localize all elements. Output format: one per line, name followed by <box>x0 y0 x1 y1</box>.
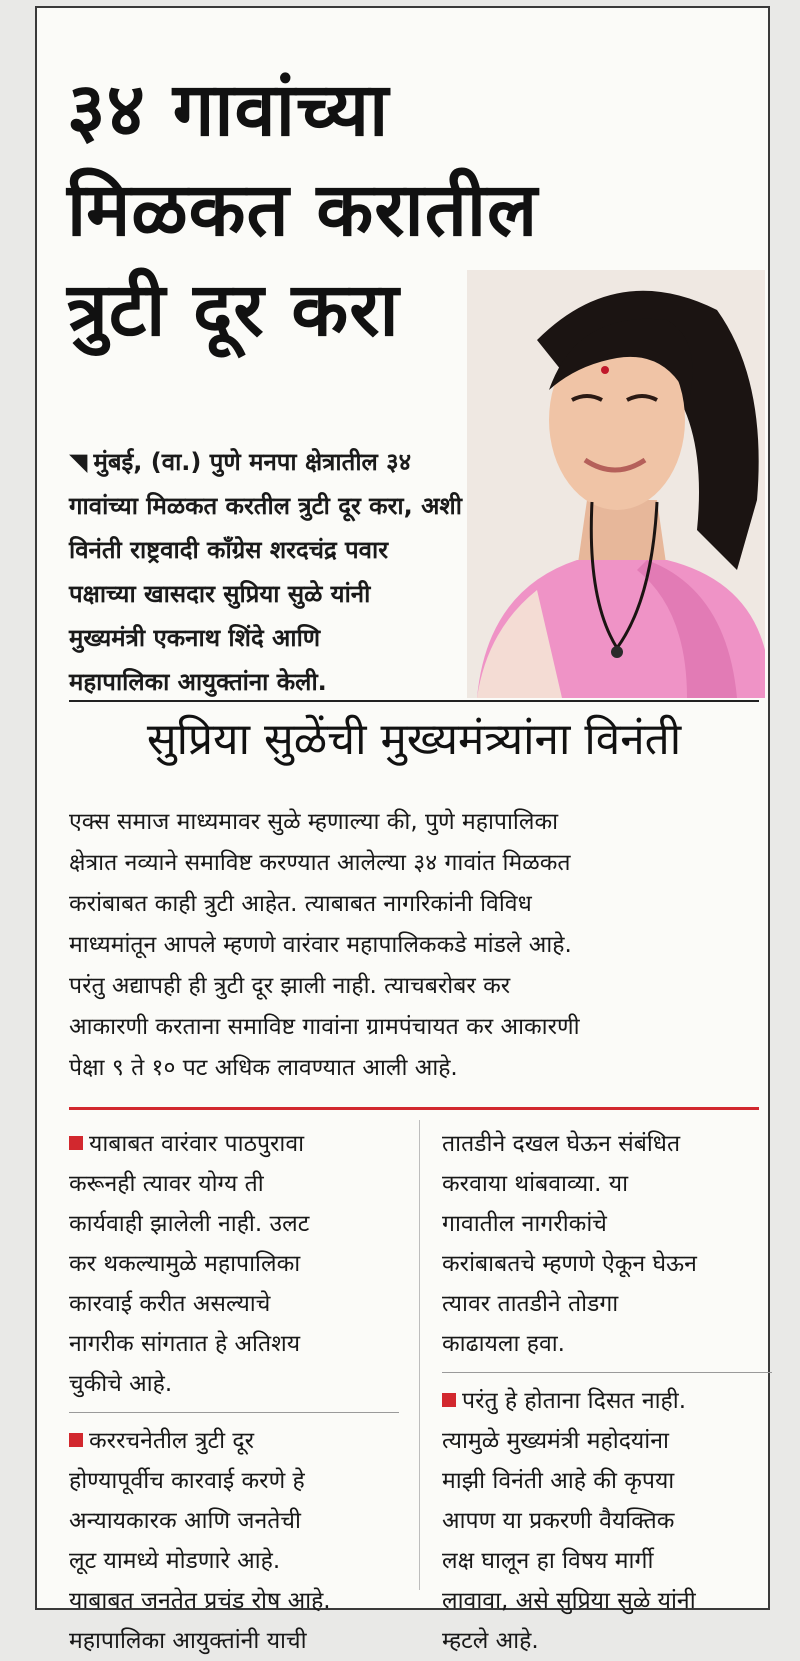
lede-line: पक्षाच्या खासदार सुप्रिया सुळे यांनी <box>69 580 371 608</box>
section-divider <box>69 700 759 702</box>
column-line: लूट यामध्ये मोडणारे आहे. <box>69 1548 281 1574</box>
column-line: लक्ष घालून हा विषय मार्गी <box>442 1548 654 1574</box>
column-line: याबाबत वारंवार पाठपुरावा <box>89 1131 305 1157</box>
lede-line: गावांच्या मिळकत करतील त्रुटी दूर करा, अशी <box>69 492 462 520</box>
column-line: कररचनेतील त्रुटी दूर <box>89 1428 254 1454</box>
column-line: लावावा, असे सुप्रिया सुळे यांनी <box>442 1588 696 1614</box>
column-line: कार्यवाही झालेली नाही. उलट <box>69 1211 310 1237</box>
body-line: पेक्षा ९ ते १० पट अधिक लावण्यात आली आहे. <box>69 1055 458 1081</box>
column-line: माझी विनंती आहे की कृपया <box>442 1468 675 1494</box>
headline-line-3: त्रुटी दूर करा <box>67 267 400 353</box>
subheadline: सुप्रिया सुळेंची मुख्यमंत्र्यांना विनंती <box>146 714 682 765</box>
red-square-bullet-icon <box>69 1433 83 1447</box>
column-separator <box>419 1120 420 1590</box>
column-line: परंतु हे होताना दिसत नाही. <box>462 1388 687 1414</box>
newspaper-clipping <box>35 6 770 1654</box>
column-line: कारवाई करीत असल्याचे <box>69 1291 271 1317</box>
column-line: गावातील नागरीकांचे <box>442 1211 607 1237</box>
lede-line: महापालिका आयुक्तांना केली. <box>69 668 327 696</box>
column-line: करांबाबतचे म्हणणे ऐकून घेऊन <box>442 1251 697 1277</box>
body-line: माध्यमांतून आपले म्हणणे वारंवार महापालिककडे मांडले आहे. <box>69 932 572 958</box>
lede-paragraph <box>69 440 581 704</box>
left-column <box>69 1124 399 1661</box>
right-column <box>442 1124 772 1661</box>
column-line: होण्यापूर्वीच कारवाई करणे हे <box>69 1468 305 1494</box>
column-line: करूनही त्यावर योग्य ती <box>69 1171 264 1197</box>
lede-line: मुख्यमंत्री एकनाथ शिंदे आणि <box>69 624 321 652</box>
red-square-bullet-icon <box>442 1393 456 1407</box>
paragraph-divider <box>442 1372 772 1373</box>
column-line: याबाबत जनतेत प्रचंड रोष आहे. <box>69 1588 331 1614</box>
column-line: तातडीने दखल घेऊन संबंधित <box>442 1131 681 1157</box>
column-line: महापालिका आयुक्तांनी याची <box>69 1628 307 1654</box>
lede-line: मुंबई, (वा.) पुणे मनपा क्षेत्रातील ३४ <box>93 448 412 476</box>
body-line: करांबाबत काही त्रुटी आहेत. त्याबाबत नागरिकांनी विविध <box>69 891 532 917</box>
paragraph-divider <box>69 1412 399 1413</box>
column-line: त्यावर तातडीने तोडगा <box>442 1291 619 1317</box>
body-line: परंतु अद्यापही ही त्रुटी दूर झाली नाही. त्याचबरोबर कर <box>69 973 511 999</box>
column-line: आपण या प्रकरणी वैयक्तिक <box>442 1508 675 1534</box>
column-line: चुकीचे आहे. <box>69 1371 173 1397</box>
column-line: कर थकल्यामुळे महापालिका <box>69 1251 301 1277</box>
column-line: नागरीक सांगतात हे अतिशय <box>69 1331 301 1357</box>
column-line: काढायला हवा. <box>442 1331 565 1357</box>
headline-line-1: ३४ गावांच्या <box>67 67 390 153</box>
column-line: म्हटले आहे. <box>442 1628 539 1654</box>
column-line: करवाया थांबवाव्या. या <box>442 1171 629 1197</box>
column-line: त्यामुळे मुख्यमंत्री महोदयांना <box>442 1428 669 1454</box>
red-divider <box>69 1107 759 1110</box>
body-line: एक्स समाज माध्यमावर सुळे म्हणाल्या की, पुणे महापालिका <box>69 809 559 835</box>
dateline-marker-icon: ◥ <box>69 448 88 476</box>
lede-line: विनंती राष्ट्रवादी काँग्रेस शरदचंद्र पवार <box>69 536 389 564</box>
column-line: अन्यायकारक आणि जनतेची <box>69 1508 301 1534</box>
body-paragraph <box>69 802 769 1089</box>
body-line: आकारणी करताना समाविष्ट गावांना ग्रामपंचायत कर आकारणी <box>69 1014 580 1040</box>
headline-line-2: मिळकत करातील <box>67 167 539 253</box>
red-square-bullet-icon <box>69 1136 83 1150</box>
body-line: क्षेत्रात नव्याने समाविष्ट करण्यात आलेल्या ३४ गावांत मिळकत <box>69 850 571 876</box>
